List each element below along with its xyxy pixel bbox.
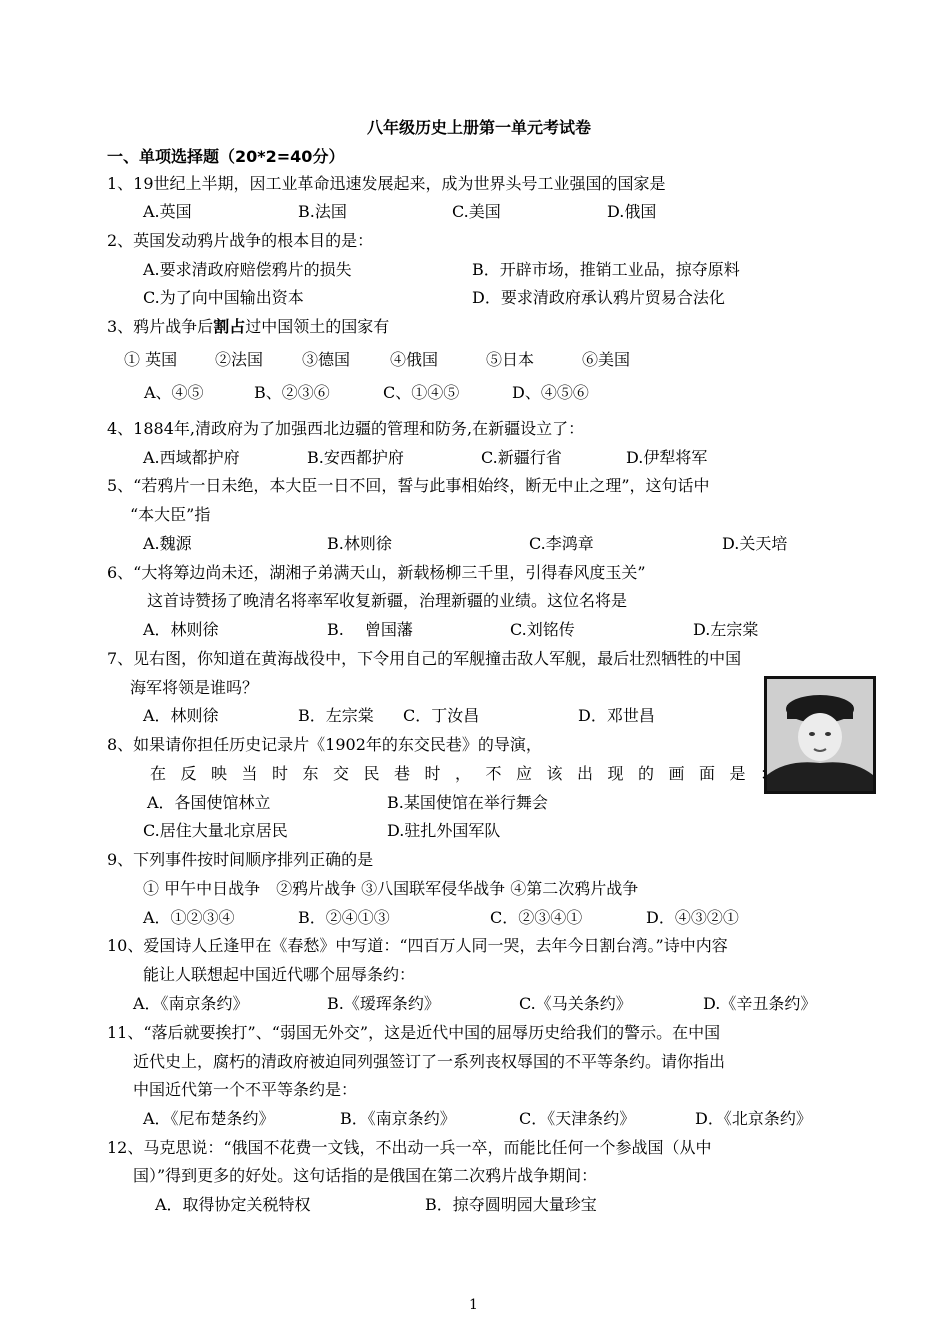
q10-stem: 10、爱国诗人丘逢甲在《春愁》中写道：“四百万人同一哭，去年今日割台湾。”诗中内容 bbox=[107, 936, 728, 955]
q11-stem-cont-1: 近代史上，腐朽的清政府被迫同列强签订了一系列丧权辱国的不平等条约。请你指出 bbox=[133, 1052, 726, 1071]
q11-stem-cont-2: 中国近代第一个不平等条约是： bbox=[133, 1080, 358, 1099]
q8-option-c: C.居住大量北京居民 bbox=[143, 821, 288, 840]
q3-option-a: A、④⑤ bbox=[144, 383, 204, 402]
q11-option-d: D．《北京条约》 bbox=[695, 1109, 812, 1128]
q12-option-b: B．掠夺圆明园大量珍宝 bbox=[425, 1195, 597, 1214]
q3-item-3: ③德国 bbox=[302, 350, 351, 369]
q8-option-a: A．各国使馆林立 bbox=[147, 793, 271, 812]
q9-option-a: A．①②③④ bbox=[143, 908, 235, 927]
q9-option-c: C．②③④① bbox=[490, 908, 583, 927]
q11-option-b: B．《南京条约》 bbox=[340, 1109, 456, 1128]
q10-option-a: A．《南京条约》 bbox=[133, 994, 249, 1013]
q3-item-2: ②法国 bbox=[215, 350, 264, 369]
q9-option-b: B．②④①③ bbox=[298, 908, 390, 927]
q6-option-b: B. 曾国藩 bbox=[327, 620, 413, 639]
q3-item-4: ④俄国 bbox=[390, 350, 439, 369]
q5-option-d: D.关天培 bbox=[722, 534, 788, 553]
q2-option-a: A.要求清政府赔偿鸦片的损失 bbox=[143, 260, 352, 279]
q6-stem-cont: 这首诗赞扬了晚清名将率军收复新疆，治理新疆的业绩。这位名将是 bbox=[147, 591, 628, 610]
q5-option-a: A.魏源 bbox=[143, 534, 192, 553]
q12-stem-cont: 国）”得到更多的好处。这句话指的是俄国在第二次鸦片战争期间： bbox=[133, 1166, 598, 1185]
q7-option-c: C．丁汝昌 bbox=[403, 706, 480, 725]
q6-option-c: C.刘铭传 bbox=[510, 620, 575, 639]
q3-option-d: D、④⑤⑥ bbox=[512, 383, 589, 402]
q1-option-a: A.英国 bbox=[143, 202, 192, 221]
q11-stem: 11、“落后就要挨打”、“弱国无外交”，这是近代中国的屈辱历史给我们的警示。在中国 bbox=[107, 1023, 721, 1042]
q3-stem-bold: 割占 bbox=[213, 317, 246, 336]
q8-option-d: D.驻扎外国军队 bbox=[387, 821, 501, 840]
q8-option-b: B.某国使馆在举行舞会 bbox=[387, 793, 548, 812]
q2-stem: 2、英国发动鸦片战争的根本目的是： bbox=[107, 231, 374, 250]
q3-item-6: ⑥美国 bbox=[582, 350, 631, 369]
q10-option-d: D.《辛丑条约》 bbox=[703, 994, 817, 1013]
q8-stem: 8、如果请你担任历史记录片《1902年的东交民巷》的导演， bbox=[107, 735, 542, 754]
q10-option-c: C.《马关条约》 bbox=[519, 994, 632, 1013]
q4-stem: 4、1884年,清政府为了加强西北边疆的管理和防务,在新疆设立了： bbox=[107, 419, 585, 438]
q3-option-b: B、②③⑥ bbox=[254, 383, 330, 402]
section-heading: 一、单项选择题（20*2=40分） bbox=[107, 147, 345, 166]
q9-stem: 9、下列事件按时间顺序排列正确的是 bbox=[107, 850, 374, 869]
q7-stem: 7、见右图，你知道在黄海战役中，下令用自己的军舰撞击敌人军舰，最后壮烈牺牲的中国 bbox=[107, 649, 742, 668]
page-title: 八年级历史上册第一单元考试卷 bbox=[367, 118, 592, 137]
q3-option-c: C、①④⑤ bbox=[383, 383, 460, 402]
q2-option-b: B．开辟市场，推销工业品，掠夺原料 bbox=[472, 260, 740, 279]
q3-item-1: ① 英国 bbox=[124, 350, 178, 369]
q4-option-c: C.新疆行省 bbox=[481, 448, 562, 467]
q11-option-c: C．《天津条约》 bbox=[519, 1109, 636, 1128]
q1-option-c: C.美国 bbox=[452, 202, 501, 221]
q1-option-d: D.俄国 bbox=[607, 202, 657, 221]
q2-option-d: D．要求清政府承认鸦片贸易合法化 bbox=[472, 288, 725, 307]
q6-option-d: D.左宗棠 bbox=[693, 620, 759, 639]
q10-option-b: B.《瑷珲条约》 bbox=[327, 994, 440, 1013]
q9-option-d: D．④③②① bbox=[646, 908, 739, 927]
q5-option-c: C.李鸿章 bbox=[529, 534, 594, 553]
q10-stem-cont: 能让人联想起中国近代哪个屈辱条约： bbox=[143, 965, 416, 984]
q8-stem-cont: 在反映当时东交民巷时，不应该出现的画面是： bbox=[150, 764, 791, 783]
q2-option-c: C.为了向中国输出资本 bbox=[143, 288, 304, 307]
q5-stem-cont: “本大臣”指 bbox=[130, 505, 211, 524]
q6-stem: 6、“大将筹边尚未还，湖湘子弟满天山，新载杨柳三千里，引得春风度玉关” bbox=[107, 563, 646, 582]
q3-stem-pre: 3、鸦片战争后 bbox=[107, 317, 214, 336]
page-number: 1 bbox=[469, 1297, 478, 1313]
q5-option-b: B.林则徐 bbox=[327, 534, 392, 553]
q1-option-b: B.法国 bbox=[298, 202, 347, 221]
q1-stem: 1、19世纪上半期，因工业革命迅速发展起来，成为世界头号工业强国的国家是 bbox=[107, 174, 666, 193]
q12-stem: 12、马克思说：“俄国不花费一文钱，不出动一兵一卒，而能比任何一个参战国（从中 bbox=[107, 1138, 712, 1157]
q4-option-d: D.伊犁将军 bbox=[626, 448, 708, 467]
q4-option-b: B.安西都护府 bbox=[307, 448, 404, 467]
q3-stem-post: 过中国领土的国家有 bbox=[245, 317, 390, 336]
q3-stem bbox=[107, 316, 389, 338]
q7-stem-cont: 海军将领是谁吗？ bbox=[130, 678, 259, 697]
q7-option-a: A．林则徐 bbox=[143, 706, 219, 725]
q5-stem: 5、“若鸦片一日未绝，本大臣一日不回，誓与此事相始终，断无中止之理”，这句话中 bbox=[107, 476, 710, 495]
q11-option-a: A．《尼布楚条约》 bbox=[143, 1109, 275, 1128]
q3-item-5: ⑤日本 bbox=[486, 350, 535, 369]
q12-option-a: A．取得协定关税特权 bbox=[155, 1195, 311, 1214]
q4-option-a: A.西域都护府 bbox=[143, 448, 240, 467]
q6-option-a: A．林则徐 bbox=[143, 620, 219, 639]
q9-items: ① 甲午中日战争 ②鸦片战争 ③八国联军侵华战争 ④第二次鸦片战争 bbox=[143, 879, 639, 898]
q7-option-d: D．邓世昌 bbox=[578, 706, 655, 725]
q7-option-b: B．左宗棠 bbox=[298, 706, 374, 725]
